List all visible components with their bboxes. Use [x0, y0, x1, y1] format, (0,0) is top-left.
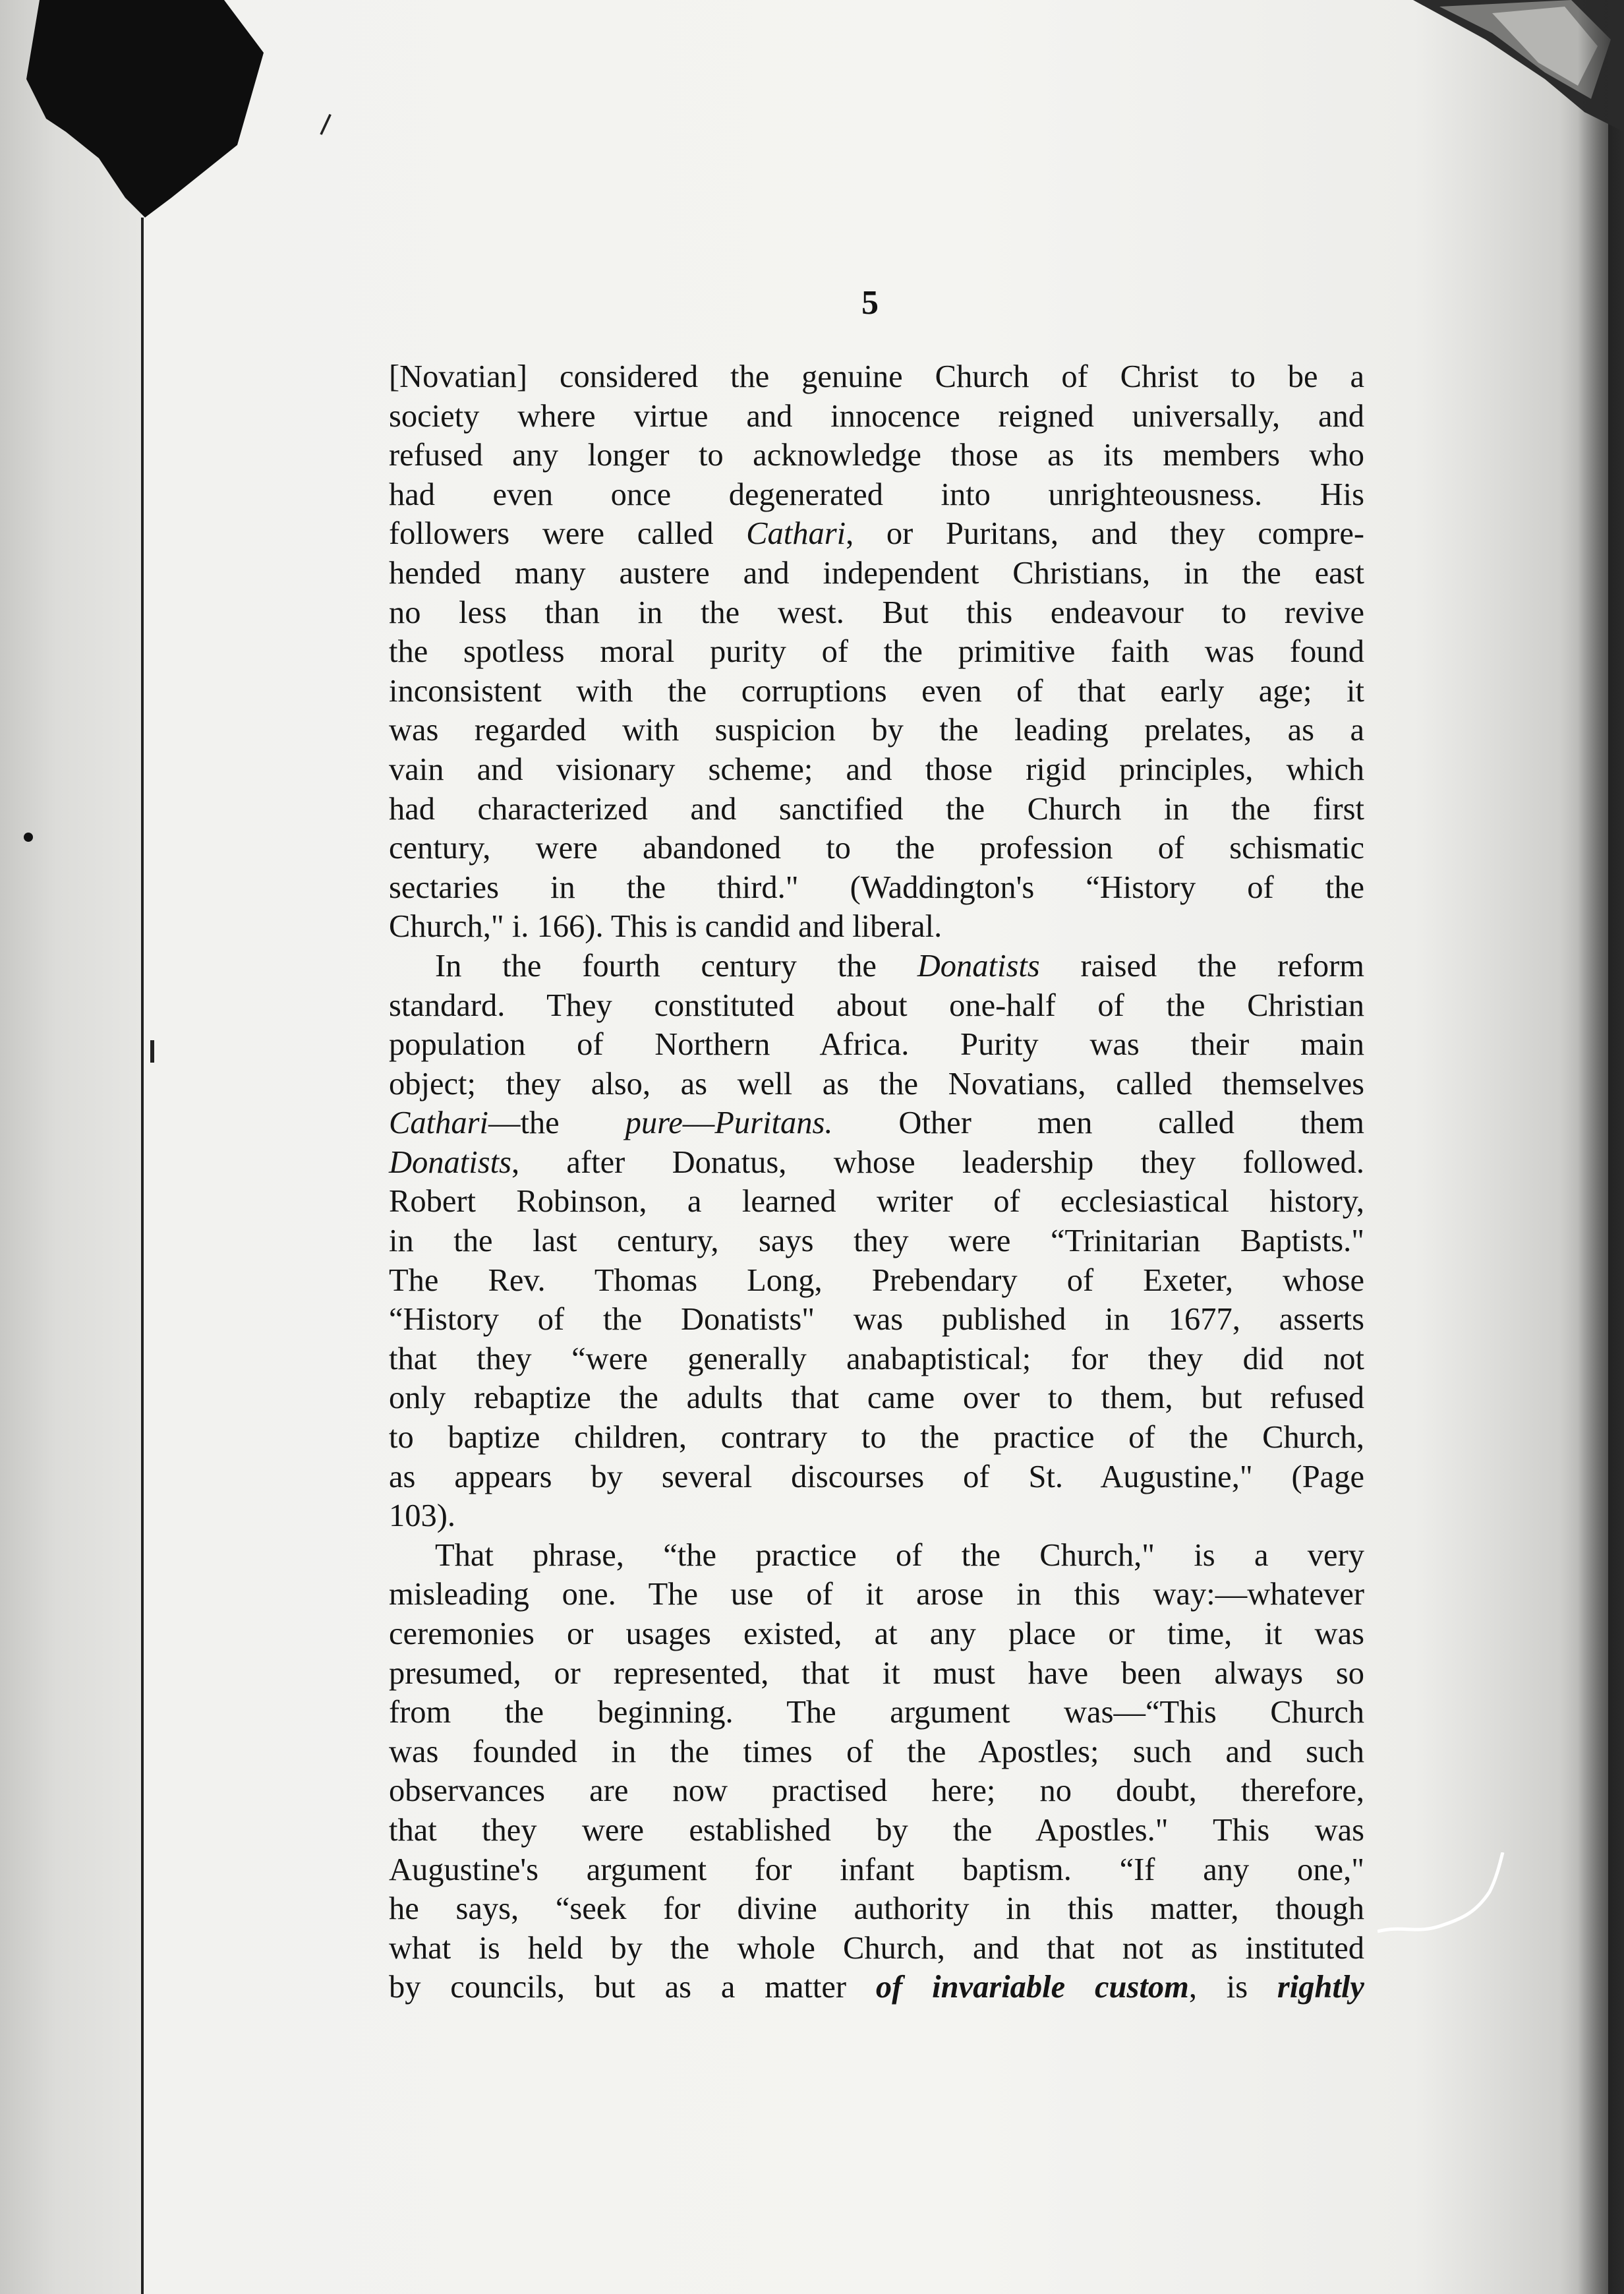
- page-number: 5: [861, 284, 879, 322]
- text-segment: Puritans.: [714, 1105, 833, 1141]
- text-line: [389, 1339, 1364, 1379]
- text-line: [389, 1575, 1364, 1614]
- text-line: [389, 1929, 1364, 1968]
- margin-tick: [150, 1040, 154, 1063]
- torn-corner-shadow: [26, 0, 264, 224]
- text-segment: , or Puritans, and they compre-: [846, 516, 1365, 552]
- text-segment: The Rev. Thomas Long, Prebendary of Exeter, whose: [389, 1262, 1364, 1298]
- text-segment: Donatists: [917, 948, 1040, 984]
- text-line: [389, 436, 1364, 475]
- text-line: [389, 475, 1364, 515]
- text-segment: presumed, or represented, that it must have been always so: [389, 1655, 1364, 1691]
- text-line: [389, 1025, 1364, 1065]
- text-segment: pure: [625, 1105, 683, 1141]
- text-segment: Cathari: [389, 1105, 488, 1141]
- text-line: [389, 397, 1364, 436]
- text-line: [389, 632, 1364, 672]
- text-line: [389, 1065, 1364, 1104]
- text-line: [389, 554, 1364, 593]
- text-line: [389, 1457, 1364, 1497]
- text-line: [389, 1496, 1364, 1536]
- text-segment: that they were established by the Apostles." This was: [389, 1812, 1364, 1848]
- text-segment: Robert Robinson, a learned writer of ecclesiastical history,: [389, 1184, 1364, 1220]
- text-segment: —the: [488, 1105, 625, 1141]
- text-segment: in the last century, says they were “Trinitarian Baptists.": [389, 1223, 1364, 1259]
- text-segment: was regarded with suspicion by the leading prelates, as a: [389, 713, 1364, 748]
- text-segment: misleading one. The use of it arose in this way:—whatever: [389, 1577, 1364, 1612]
- paper-tear: [1378, 1852, 1509, 1951]
- text-segment: That phrase, “the practice of the Church," is a very: [435, 1537, 1364, 1573]
- text-line: [389, 514, 1364, 554]
- text-segment: population of Northern Africa. Purity was their main: [389, 1027, 1364, 1063]
- gutter-fold-line: [141, 218, 144, 2294]
- text-segment: sectaries in the third." (Waddington's “History of the: [389, 869, 1364, 905]
- text-line: [389, 1261, 1364, 1301]
- text-line: [389, 1182, 1364, 1221]
- text-segment: he says, “seek for divine authority in this matter, though: [389, 1891, 1364, 1927]
- text-line: [389, 1968, 1364, 2007]
- text-segment: observances are now practised here; no doubt, therefore,: [389, 1773, 1364, 1809]
- text-line: [389, 986, 1364, 1026]
- text-line: [389, 1654, 1364, 1693]
- text-line: [389, 1536, 1364, 1575]
- text-line: [389, 1771, 1364, 1811]
- page-edge-shadow: [1578, 0, 1624, 2294]
- body-text: [389, 357, 1364, 2007]
- text-line: [389, 1732, 1364, 1772]
- text-line: [389, 1850, 1364, 1890]
- text-segment: , is: [1188, 1970, 1277, 2005]
- text-segment: as appears by several discourses of St. Augustine," (Page: [389, 1459, 1364, 1494]
- text-line: [389, 1300, 1364, 1339]
- text-line: [389, 1378, 1364, 1418]
- text-line: [389, 1614, 1364, 1654]
- text-segment: no less than in the west. But this endeavour to revive: [389, 595, 1364, 630]
- text-segment: society where virtue and innocence reigned universally, and: [389, 398, 1364, 434]
- text-segment: vain and visionary scheme; and those rigid principles, which: [389, 751, 1364, 787]
- text-segment: “History of the Donatists" was published in 1677, asserts: [389, 1302, 1364, 1338]
- text-segment: Cathari: [746, 516, 846, 552]
- text-segment: of invariable custom: [875, 1970, 1189, 2005]
- text-segment: Church," i. 166). This is candid and liberal.: [389, 909, 942, 945]
- text-segment: only rebaptize the adults that came over to them, but refused: [389, 1380, 1364, 1416]
- text-segment: Augustine's argument for infant baptism. “If any one,": [389, 1852, 1364, 1887]
- text-segment: 103).: [389, 1498, 456, 1534]
- text-segment: ceremonies or usages existed, at any place or time, it was: [389, 1616, 1364, 1651]
- text-line: [389, 1103, 1364, 1143]
- text-line: [389, 1418, 1364, 1457]
- text-line: [389, 1221, 1364, 1261]
- text-line: [389, 711, 1364, 750]
- text-line: [389, 868, 1364, 908]
- text-segment: rightly: [1277, 1970, 1364, 2005]
- text-segment: century, were abandoned to the profession of schismatic: [389, 831, 1364, 866]
- ink-dot: [24, 833, 33, 842]
- text-segment: had characterized and sanctified the Church in the first: [389, 791, 1364, 827]
- text-segment: that they “were generally anabaptistical; for they did not: [389, 1341, 1364, 1376]
- text-segment: , after Donatus, whose leadership they followed.: [511, 1144, 1364, 1180]
- text-segment: —: [682, 1105, 715, 1141]
- text-line: [389, 829, 1364, 868]
- text-segment: followers were called: [389, 516, 747, 552]
- text-segment: the spotless moral purity of the primitive faith was found: [389, 634, 1364, 670]
- stray-ink-mark: ⸍: [309, 105, 349, 162]
- text-segment: from the beginning. The argument was—“This Church: [389, 1695, 1364, 1730]
- text-segment: by councils, but as a matter: [389, 1970, 876, 2005]
- text-line: [389, 1889, 1364, 1929]
- text-line: [389, 907, 1364, 947]
- text-segment: to baptize children, contrary to the practice of the Church,: [389, 1420, 1364, 1456]
- text-segment: object; they also, as well as the Novatians, called themselves: [389, 1066, 1364, 1102]
- text-segment: In the fourth century the: [435, 948, 917, 984]
- text-line: [389, 357, 1364, 397]
- text-segment: Other men called them: [832, 1105, 1364, 1141]
- text-segment: what is held by the whole Church, and that not as instituted: [389, 1930, 1364, 1966]
- text-line: [389, 947, 1364, 986]
- facing-page-margin: [0, 0, 141, 2294]
- text-line: [389, 750, 1364, 790]
- text-segment: hended many austere and independent Christians, in the east: [389, 555, 1364, 591]
- text-segment: inconsistent with the corruptions even of that early age; it: [389, 673, 1364, 709]
- text-segment: had even once degenerated into unrighteousness. His: [389, 477, 1364, 512]
- text-line: [389, 1811, 1364, 1850]
- text-segment: was founded in the times of the Apostles; such and such: [389, 1734, 1364, 1769]
- text-segment: Donatists: [389, 1144, 511, 1180]
- text-line: [389, 672, 1364, 711]
- text-segment: standard. They constituted about one-half of the Christian: [389, 987, 1364, 1023]
- text-line: [389, 1143, 1364, 1183]
- text-line: [389, 790, 1364, 829]
- text-segment: raised the reform: [1039, 948, 1364, 984]
- text-line: [389, 1693, 1364, 1732]
- text-line: [389, 593, 1364, 633]
- text-segment: [Novatian] considered the genuine Church of Christ to be a: [389, 359, 1364, 394]
- text-segment: refused any longer to acknowledge those as its members who: [389, 438, 1364, 473]
